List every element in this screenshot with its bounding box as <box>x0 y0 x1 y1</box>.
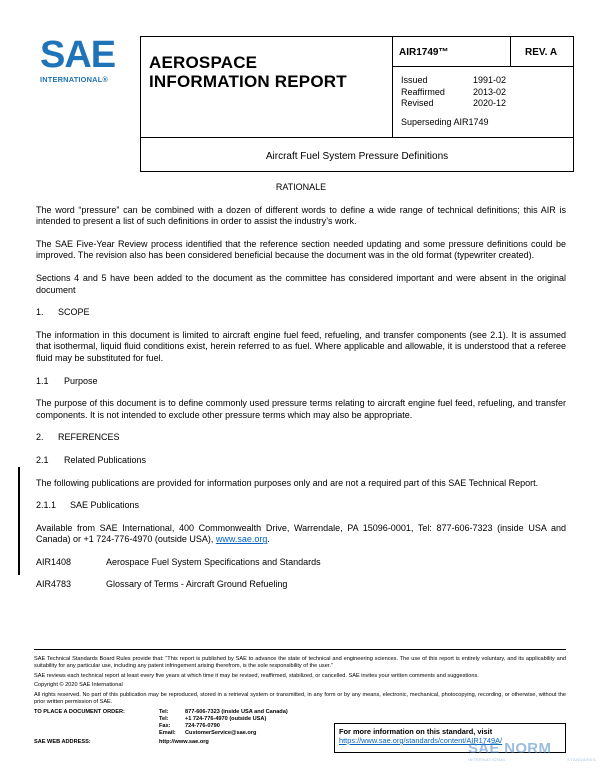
contact-key: Email: <box>159 729 176 736</box>
section-number: 2.1.1 <box>36 500 57 511</box>
reference-code: AIR1408 <box>36 556 72 567</box>
contact-key: Tel: <box>159 708 169 715</box>
footer-paragraph: Copyright © 2020 SAE International <box>34 682 123 689</box>
paragraph: Sections 4 and 5 have been added to the document as the committee has considered important and were absent in the original document <box>36 272 566 295</box>
document-number: AIR1749™ <box>393 37 511 67</box>
reference-title: Aerospace Fuel System Specifications and Standards <box>106 556 321 567</box>
rationale-heading: RATIONALE <box>275 182 327 192</box>
section-heading <box>36 432 566 444</box>
reference-title: Glossary of Terms - Aircraft Ground Refueling <box>106 579 288 590</box>
paragraph: The SAE Five-Year Review process identified that the reference section needed updating and some pressure definitions could be improved. The revision also has been considered beneficial because the document was in the old format (typewriter created). <box>36 238 566 261</box>
section-title: Purpose <box>64 375 98 386</box>
document-body <box>36 182 566 602</box>
stamp-right: STANDARDS <box>567 757 596 762</box>
date-row <box>401 87 573 99</box>
reference-code: AIR4783 <box>36 579 72 590</box>
section-title: SAE Publications <box>70 500 140 511</box>
section-heading <box>36 307 566 319</box>
paragraph <box>36 523 566 546</box>
contact-row <box>34 709 566 716</box>
reference-row <box>36 579 566 591</box>
footer-paragraph: All rights reserved. No part of this publication may be reproduced, stored in a retrieval system or transmitted, in any form or by any means, electronic, mechanical, photocopying, recording, or otherwise, without the prior written permission of SAE. <box>34 691 566 705</box>
contact-row <box>34 716 566 723</box>
section-number: 1.1 <box>36 375 49 386</box>
section-number: 2.1 <box>36 454 49 465</box>
standard-link[interactable]: https://www.sae.org/standards/content/AIR1749A/ <box>339 736 503 745</box>
web-address-label: SAE WEB ADDRESS: <box>34 738 91 745</box>
paragraph: The purpose of this document is to define commonly used pressure terms relating to aircraft engine fuel feed, refueling, and transfer components. It is not intended to exclude other pressure terms which may also be appropriate. <box>36 398 566 420</box>
section-number: 2. <box>36 432 44 443</box>
contact-key: Fax: <box>159 722 171 729</box>
date-value: 1991-02 <box>473 75 507 85</box>
order-label: TO PLACE A DOCUMENT ORDER: <box>34 708 125 715</box>
document-header <box>140 36 574 172</box>
spacer <box>34 730 159 737</box>
section-number: 1. <box>36 307 44 318</box>
paragraph: The following publications are provided for information purposes only and are not a required part of this SAE Technical Report. <box>36 477 539 488</box>
footer-paragraph: SAE Technical Standards Board Rules provide that: “This report is published by SAE to advance the state of technical and engineering sciences. The use of this report is entirely voluntary, and its applicability and suitability for any particular use, including any patent infringement arising therefrom, is the sole responsibility of the user.” <box>34 656 566 669</box>
section-title: Related Publications <box>64 454 147 465</box>
date-label: Revised <box>401 98 434 108</box>
spacer <box>34 723 159 730</box>
contact-value: 877-606-7323 (inside USA and Canada) <box>185 708 288 715</box>
date-value: 2020-12 <box>473 98 507 108</box>
paragraph-text: Available from SAE International, 400 Commonwealth Drive, Warrendale, PA 15096-0001, Tel: 877-606-7323 (inside USA and Canada) or +1 724-776-4970 (outside USA), <box>36 522 566 545</box>
superseding-note: Superseding AIR1749 <box>401 116 489 127</box>
paragraph-end: . <box>267 534 270 545</box>
contact-value: 724-776-0790 <box>185 722 220 729</box>
sae-logo <box>40 36 122 86</box>
date-row <box>401 98 573 110</box>
section-title: SCOPE <box>58 307 90 318</box>
sae-website-link[interactable]: www.sae.org <box>215 534 268 545</box>
document-dates <box>393 67 573 137</box>
spacer <box>34 716 159 723</box>
report-type <box>141 37 393 137</box>
footer-paragraph: SAE reviews each technical report at least every five years at which time it may be revised, reaffirmed, stabilized, or cancelled. SAE invites your written comments and suggestions. <box>34 672 479 679</box>
section-title: REFERENCES <box>58 432 120 443</box>
more-info-title: For more information on this standard, visit <box>339 727 493 736</box>
stamp-text: SAE NORM <box>468 740 552 757</box>
report-type-line1: AEROSPACE <box>149 53 258 72</box>
date-row <box>401 75 573 87</box>
stamp-left: INTERNATIONAL <box>468 757 507 762</box>
logo-subtext: INTERNATIONAL® <box>40 75 109 84</box>
date-label: Reaffirmed <box>401 86 445 97</box>
change-bar <box>18 467 20 575</box>
section-heading <box>36 376 566 388</box>
stamp-subtext <box>468 757 596 762</box>
contact-value: +1 724-776-4970 (outside USA) <box>185 715 267 722</box>
date-label: Issued <box>401 75 428 85</box>
reference-row <box>36 557 566 569</box>
report-type-line2: INFORMATION REPORT <box>149 72 347 91</box>
section-heading <box>36 500 566 512</box>
contact-key: Tel: <box>159 715 169 722</box>
document-title: Aircraft Fuel System Pressure Definitions <box>141 137 573 171</box>
revision-label: REV. A <box>511 37 573 67</box>
logo-mark: SAE <box>40 34 116 76</box>
section-heading <box>36 455 566 467</box>
contact-email[interactable]: CustomerService@sae.org <box>185 729 257 736</box>
watermark-stamp <box>468 741 596 775</box>
web-address-value[interactable]: http://www.sae.org <box>159 738 209 745</box>
paragraph: The word “pressure” can be combined with a dozen of different words to define a wide range of technical definitions; this AIR is intended to present a list of such definitions in order to assist the industry’s work. <box>36 204 566 227</box>
date-value: 2013-02 <box>473 86 507 97</box>
paragraph: The information in this document is limited to aircraft engine fuel feed, refueling, and transfer components (see 2.1). It is assumed that isothermal, liquid fluid conditions exist, herein referred to as fuel. Where applicable and allowable, it is understood that a referee fluid may be substituted for fuel. <box>36 329 566 363</box>
